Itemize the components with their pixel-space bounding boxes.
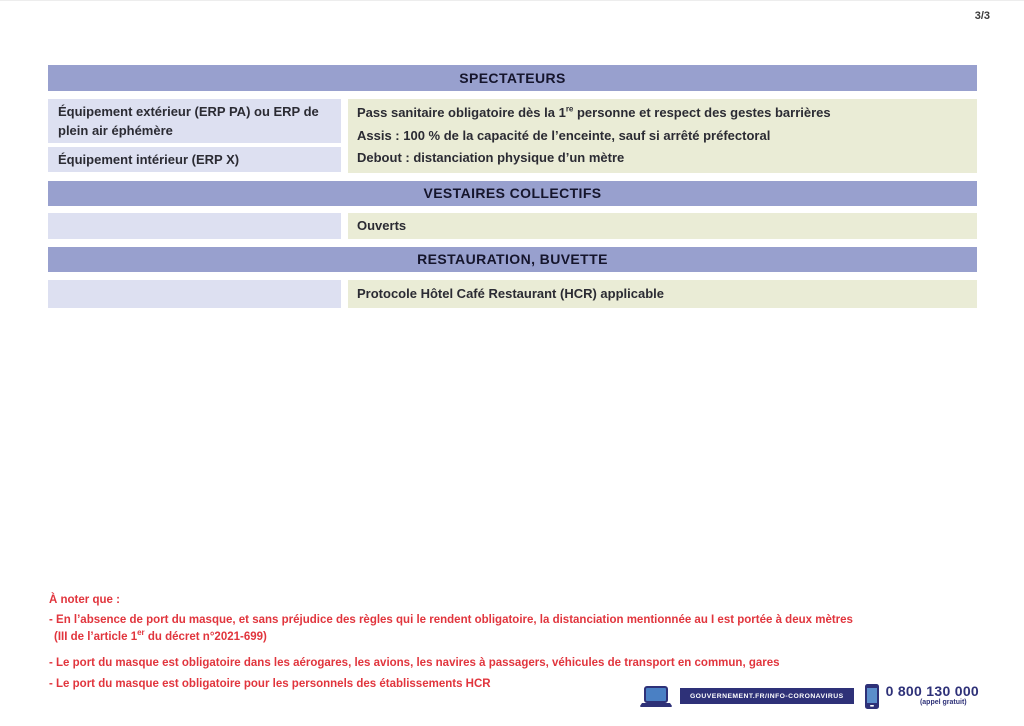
rule-pass-sanitaire: Pass sanitaire obligatoire dès la 1re personne et respect des gestes barrières — [357, 104, 831, 120]
government-website-banner: GOUVERNEMENT.FR/INFO-CORONAVIRUS — [680, 688, 854, 704]
laptop-icon — [640, 686, 672, 713]
cell-restauration-rule: Protocole Hôtel Café Restaurant (HCR) applicable — [348, 280, 977, 308]
cell-equipement-interieur: Équipement intérieur (ERP X) — [48, 147, 341, 172]
page-number: 3/3 — [974, 10, 990, 22]
table-row — [48, 280, 977, 308]
section-header-spectateurs: SPECTATEURS — [48, 65, 977, 91]
cell-vestaires-rule: Ouverts — [348, 213, 977, 239]
cell-empty — [48, 280, 341, 308]
note-decret-reference: (III de l’article 1er du décret n°2021-699) — [54, 628, 267, 643]
section-header-vestaires: VESTAIRES COLLECTIFS — [48, 181, 977, 206]
phone-block — [886, 684, 979, 706]
notes-block — [49, 594, 994, 695]
notes-heading: À noter que : — [49, 594, 120, 606]
cell-empty — [48, 213, 341, 239]
rule-assis: Assis : 100 % de la capacité de l’enceinte, sauf si arrêté préfectoral — [357, 127, 771, 143]
table-row — [48, 213, 977, 239]
rules-table — [48, 65, 977, 308]
phone-number: 0 800 130 000 — [885, 683, 979, 699]
note-masque-personnels: - Le port du masque est obligatoire pour les personnels des établissements HCR — [49, 678, 491, 690]
note-distanciation: - En l’absence de port du masque, et sans préjudice des règles qui le rendent obligatoire, la distanciation mentionnée au I est portée à deux mètres — [49, 614, 853, 626]
table-row — [48, 99, 977, 173]
cell-spectateurs-rules — [348, 99, 977, 173]
rule-debout: Debout : distanciation physique d’un mètre — [357, 150, 625, 165]
phone-note: (appel gratuit) — [919, 699, 967, 706]
note-masque-transports: - Le port du masque est obligatoire dans les aérogares, les avions, les navires à passagers, véhicules de transport en commun, gares — [49, 657, 780, 669]
cell-equipement-exterieur: Équipement extérieur (ERP PA) ou ERP de plein air éphémère — [48, 99, 341, 143]
section-header-restauration: RESTAURATION, BUVETTE — [48, 247, 977, 272]
footer — [640, 684, 979, 715]
phone-icon — [864, 684, 880, 715]
